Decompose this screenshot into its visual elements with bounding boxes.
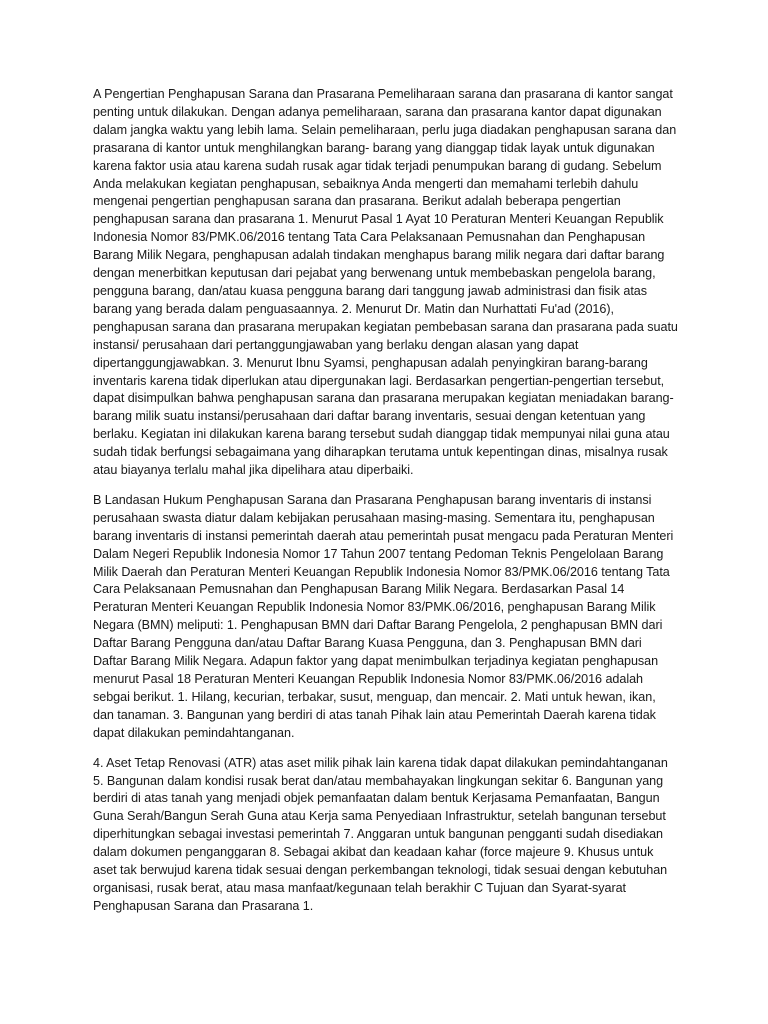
paragraph-aset-tetap: 4. Aset Tetap Renovasi (ATR) atas aset milik pihak lain karena tidak dapat dilakukan pemindahtanganan 5. Bangunan dalam kondisi rusak berat dan/atau membahayakan lingkungan sekitar 6. Bangunan yang berdiri di atas tanah yang menjadi objek pemanfaatan dalam bentuk Kerjasama Pemanfaatan, Bangun Guna Serah/Bangun Serah Guna atau Kerja sama Penyediaan Infrastruktur, setelah bangunan tersebut diperhitungkan sebagai investasi pemerintah 7. Anggaran untuk bangunan pengganti sudah disediakan dalam dokumen penganggaran 8. Sebagai akibat dan keadaan kahar (force majeure 9. Khusus untuk aset tak berwujud karena tidak sesuai dengan perkembangan teknologi, tidak sesuai dengan kebutuhan organisasi, rusak berat, atau masa manfaat/kegunaan telah berakhir C Tujuan dan Syarat-syarat Penghapusan Sarana dan Prasarana 1. bbox=[93, 755, 668, 913]
paragraph-pengertian: A Pengertian Penghapusan Sarana dan Prasarana Pemeliharaan sarana dan prasarana di kantor sangat penting untuk dilakukan. Dengan adanya pemeliharaan, sarana dan prasarana kantor dapat digunakan dalam jangka waktu yang lebih lama. Selain pemeliharaan, perlu juga diadakan penghapusan sarana dan prasarana di kantor untuk menghilangkan barang- barang yang dianggap tidak layak untuk digunakan karena faktor usia atau karena sudah rusak agar tidak terjadi penumpukan barang di gudang. Sebelum Anda melakukan kegiatan penghapusan, sebaiknya Anda mengerti dan memahami terlebih dahulu mengenai pengertian penghapusan sarana dan prasarana. Berikut adalah beberapa pengertian penghapusan sarana dan prasarana 1. Menurut Pasal 1 Ayat 10 Peraturan Menteri Keuangan Republik Indonesia Nomor 83/PMK.06/2016 tentang Tata Cara Pelaksanaan Pemusnahan dan Penghapusan Barang Milik Negara, penghapusan adalah tindakan menghapus barang milik negara dari daftar barang dengan menerbitkan keputusan dari pejabat yang berwenang untuk membebaskan pengelola barang, pengguna barang, dan/atau kuasa pengguna barang dari tanggung jawab administrasi dan fisik atas barang yang berada dalam penguasaannya. 2. Menurut Dr. Matin dan Nurhattati Fu'ad (2016), penghapusan sarana dan prasarana merupakan kegiatan pembebasan sarana dan prasarana pada suatu instansi/ perusahaan dari pertanggungjawaban yang berlaku dengan alasan yang dapat dipertanggungjawabkan. 3. Menurut Ibnu Syamsi, penghapusan adalah penyingkiran barang-barang inventaris karena tidak diperlukan atau dipergunakan lagi. Berdasarkan pengertian-pengertian tersebut, dapat disimpulkan bahwa penghapusan sarana dan prasarana merupakan kegiatan meniadakan barang-barang milik suatu instansi/perusahaan dari daftar barang inventaris, sesuai dengan ketentuan yang berlaku. Kegiatan ini dilakukan karena barang tersebut sudah dianggap tidak mempunyai nilai guna atau sudah tidak berfungsi sebagaimana yang diharapkan terutama untuk kepentingan dinas, misalnya rusak atau biayanya terlalu mahal jika dipelihara atau diperbaiki. bbox=[93, 87, 678, 478]
paragraph-landasan-hukum: B Landasan Hukum Penghapusan Sarana dan Prasarana Penghapusan barang inventaris di instansi perusahaan swasta diatur dalam kebijakan perusahaan masing-masing. Sementara itu, penghapusan barang inventaris di instansi pemerintah daerah atau pemerintah pusat mengacu pada Peraturan Menteri Dalam Negeri Republik Indonesia Nomor 17 Tahun 2007 tentang Pedoman Teknis Pengelolaan Barang Milik Daerah dan Peraturan Menteri Keuangan Republik Indonesia Nomor 83/PMK.06/2016 tentang Tata Cara Pelaksanaan Pemusnahan dan Penghapusan Barang Milik Negara. Berdasarkan Pasal 14 Peraturan Menteri Keuangan Republik Indonesia Nomor 83/PMK.06/2016, penghapusan Barang Milik Negara (BMN) meliputi: 1. Penghapusan BMN dari Daftar Barang Pengelola, 2 penghapusan BMN dari Daftar Barang Pengguna dan/atau Daftar Barang Kuasa Pengguna, dan 3. Penghapusan BMN dari Daftar Barang Milik Negara. Adapun faktor yang dapat menimbulkan terjadinya kegiatan penghapusan menurut Pasal 18 Peraturan Menteri Keuangan Republik Indonesia Nomor 83/PMK.06/2016 adalah sebgai berikut. 1. Hilang, kecurian, terbakar, susut, menguap, dan mencair. 2. Mati untuk hewan, ikan, dan tanaman. 3. Bangunan yang berdiri di atas tanah Pihak lain atau Pemerintah Daerah karena tidak dapat dilakukan pemindahtanganan. bbox=[93, 492, 674, 740]
document-body bbox=[93, 86, 679, 928]
